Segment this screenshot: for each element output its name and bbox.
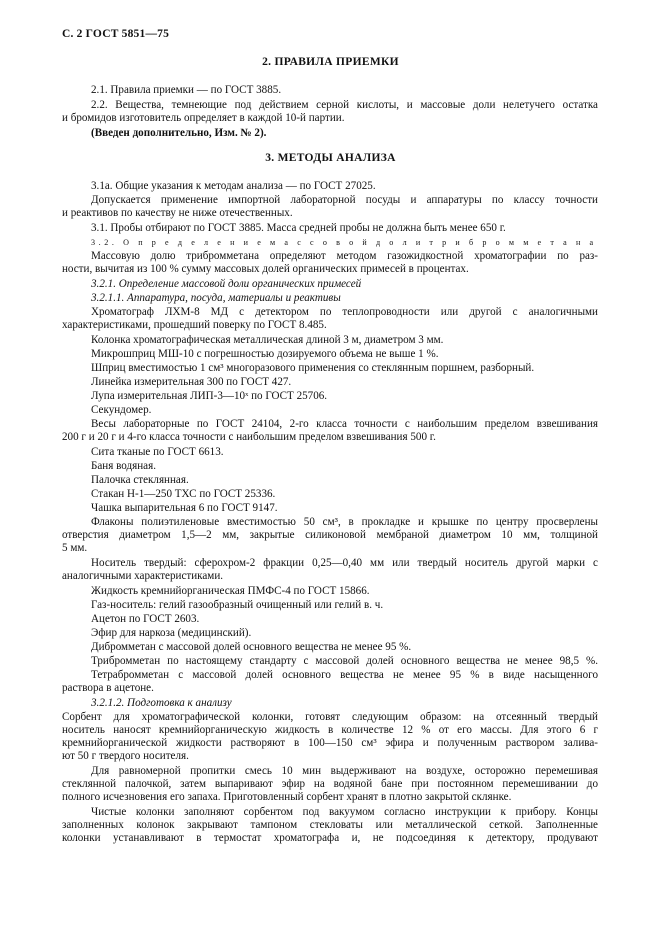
text-line: заполненных колонок закрывают тампоном стекловаты или металлической сеткой. Заполненные bbox=[62, 819, 598, 831]
text-line: 2.2. Вещества, темнеющие под действием серной кислоты, и массовые доли нелетучего остатка bbox=[91, 99, 598, 111]
text-line: Колонка хроматографическая металлическая длиной 3 м, диаметром 3 мм. bbox=[91, 334, 444, 346]
text-line: Палочка стеклянная. bbox=[91, 474, 189, 486]
text-line: Шприц вместимостью 1 см³ многоразового применения со стеклянным поршнем, разборный. bbox=[91, 362, 535, 374]
text-line: колонки устанавливают в термостат хроматографа и, не подсоединяя к детектору, продувают bbox=[62, 832, 598, 844]
text-line: Эфир для наркоза (медицинский). bbox=[91, 627, 252, 639]
text-line: характеристиками, прошедший поверку по ГОСТ 8.485. bbox=[62, 319, 327, 331]
section-heading-methods: 3. МЕТОДЫ АНАЛИЗА bbox=[265, 152, 396, 164]
text-line: 3.2.1.1. Аппаратура, посуда, материалы и реактивы bbox=[91, 292, 341, 304]
text-line: Сорбент для хроматографической колонки, готовят следующим образом: на отсеянный твердый bbox=[62, 711, 598, 723]
text-line: стеклянной палочкой, затем выпаривают эфир на водяной бане при постоянном перемешивании до bbox=[62, 778, 598, 790]
text-line: полного исчезновения его запаха. Приготовленный сорбент хранят в плотно закрытой склянке. bbox=[62, 791, 512, 803]
page-header: С. 2 ГОСТ 5851—75 bbox=[62, 28, 170, 40]
text-line: Микрошприц МШ-10 с погрешностью дозируемого объема не выше 1 %. bbox=[91, 348, 439, 360]
text-line: Тетрабромметан с массовой долей основного вещества не менее 95 % в виде насыщенного bbox=[91, 669, 598, 681]
text-line: Хроматограф ЛХМ-8 МД с детектором по теплопроводности или другой с аналогичными bbox=[91, 306, 598, 318]
text-line: и бромидов изготовитель определяет в каждой 10-й партии. bbox=[62, 112, 345, 124]
text-line: 3.1. Пробы отбирают по ГОСТ 3885. Масса средней пробы не должна быть менее 650 г. bbox=[91, 222, 506, 234]
text-line: Газ-носитель: гелий газообразный очищенный или гелий в. ч. bbox=[91, 599, 384, 611]
text-line: Лупа измерительная ЛИП-3—10ˣ по ГОСТ 25706. bbox=[91, 390, 328, 402]
text-line: и реактивов по качеству не ниже отечественных. bbox=[62, 207, 293, 219]
text-line: 3.1а. Общие указания к методам анализа — по ГОСТ 27025. bbox=[91, 180, 376, 192]
text-line: отверстия диаметром 1,5—2 мм, закрытые силиконовой мембраной диаметром 10 мм, толщиной bbox=[62, 529, 598, 541]
text-line: (Введен дополнительно, Изм. № 2). bbox=[91, 127, 267, 139]
text-line: ют 50 г твердого носителя. bbox=[62, 750, 189, 762]
text-line: 5 мм. bbox=[62, 542, 88, 554]
text-line: 3.2. О п р е д е л е н и е м а с с о в о й д о л и т р и б р о м м е т а н а bbox=[91, 238, 597, 247]
text-line: Трибромметан по настоящему стандарту с массовой долей основного вещества не менее 98,5 %. bbox=[91, 655, 598, 667]
text-line: Сита тканые по ГОСТ 6613. bbox=[91, 446, 224, 458]
text-line: Допускается применение импортной лабораторной посуды и аппаратуры по классу точности bbox=[91, 194, 598, 206]
text-line: Весы лабораторные по ГОСТ 24104, 2-го класса точности с наибольшим пределом взвешивания bbox=[91, 418, 598, 430]
text-line: раствора в ацетоне. bbox=[62, 682, 154, 694]
text-line: 200 г и 20 г и 4-го класса точности с наибольшим пределом взвешивания 500 г. bbox=[62, 431, 436, 443]
text-line: Носитель твердый: сферохром-2 фракции 0,25—0,40 мм или твердый носитель другой марки с bbox=[91, 557, 598, 569]
text-line: Чистые колонки заполняют сорбентом под вакуумом согласно инструкции к прибору. Концы bbox=[91, 806, 598, 818]
text-line: 3.2.1. Определение массовой доли органических примесей bbox=[91, 278, 362, 290]
text-line: Чашка выпарительная 6 по ГОСТ 9147. bbox=[91, 502, 278, 514]
text-line: Ацетон по ГОСТ 2603. bbox=[91, 613, 200, 625]
text-line: Стакан Н-1—250 ТХС по ГОСТ 25336. bbox=[91, 488, 276, 500]
text-line: Дибромметан с массовой долей основного вещества не менее 95 %. bbox=[91, 641, 412, 653]
text-line: Секундомер. bbox=[91, 404, 152, 416]
text-line: аналогичными характеристиками. bbox=[62, 570, 224, 582]
text-line: Линейка измерительная 300 по ГОСТ 427. bbox=[91, 376, 292, 388]
text-line: ности, вычитая из 100 % сумму массовых долей органических примесей в процентах. bbox=[62, 263, 469, 275]
text-line: 2.1. Правила приемки — по ГОСТ 3885. bbox=[91, 84, 282, 96]
text-line: кремнийорганической жидкости растворяют в 100—150 см³ эфира и полученным раствором залива- bbox=[62, 737, 598, 749]
text-line: 3.2.1.2. Подготовка к анализу bbox=[91, 697, 232, 709]
text-line: Жидкость кремнийорганическая ПМФС-4 по ГОСТ 15866. bbox=[91, 585, 370, 597]
text-line: Флаконы полиэтиленовые вместимостью 50 см³, в прокладке и крышке по центру просверлены bbox=[91, 516, 598, 528]
text-line: Для равномерной пропитки смесь 10 мин выдерживают на воздухе, осторожно перемешивая bbox=[91, 765, 598, 777]
text-line: Массовую долю трибромметана определяют методом газожидкостной хроматографии по раз- bbox=[91, 250, 598, 262]
text-line: Баня водяная. bbox=[91, 460, 156, 472]
text-line: носитель наносят кремнийорганическую жидкость в количестве 12 % от его массы. Для этого 6 г bbox=[62, 724, 598, 736]
section-heading-acceptance: 2. ПРАВИЛА ПРИЕМКИ bbox=[262, 56, 399, 68]
